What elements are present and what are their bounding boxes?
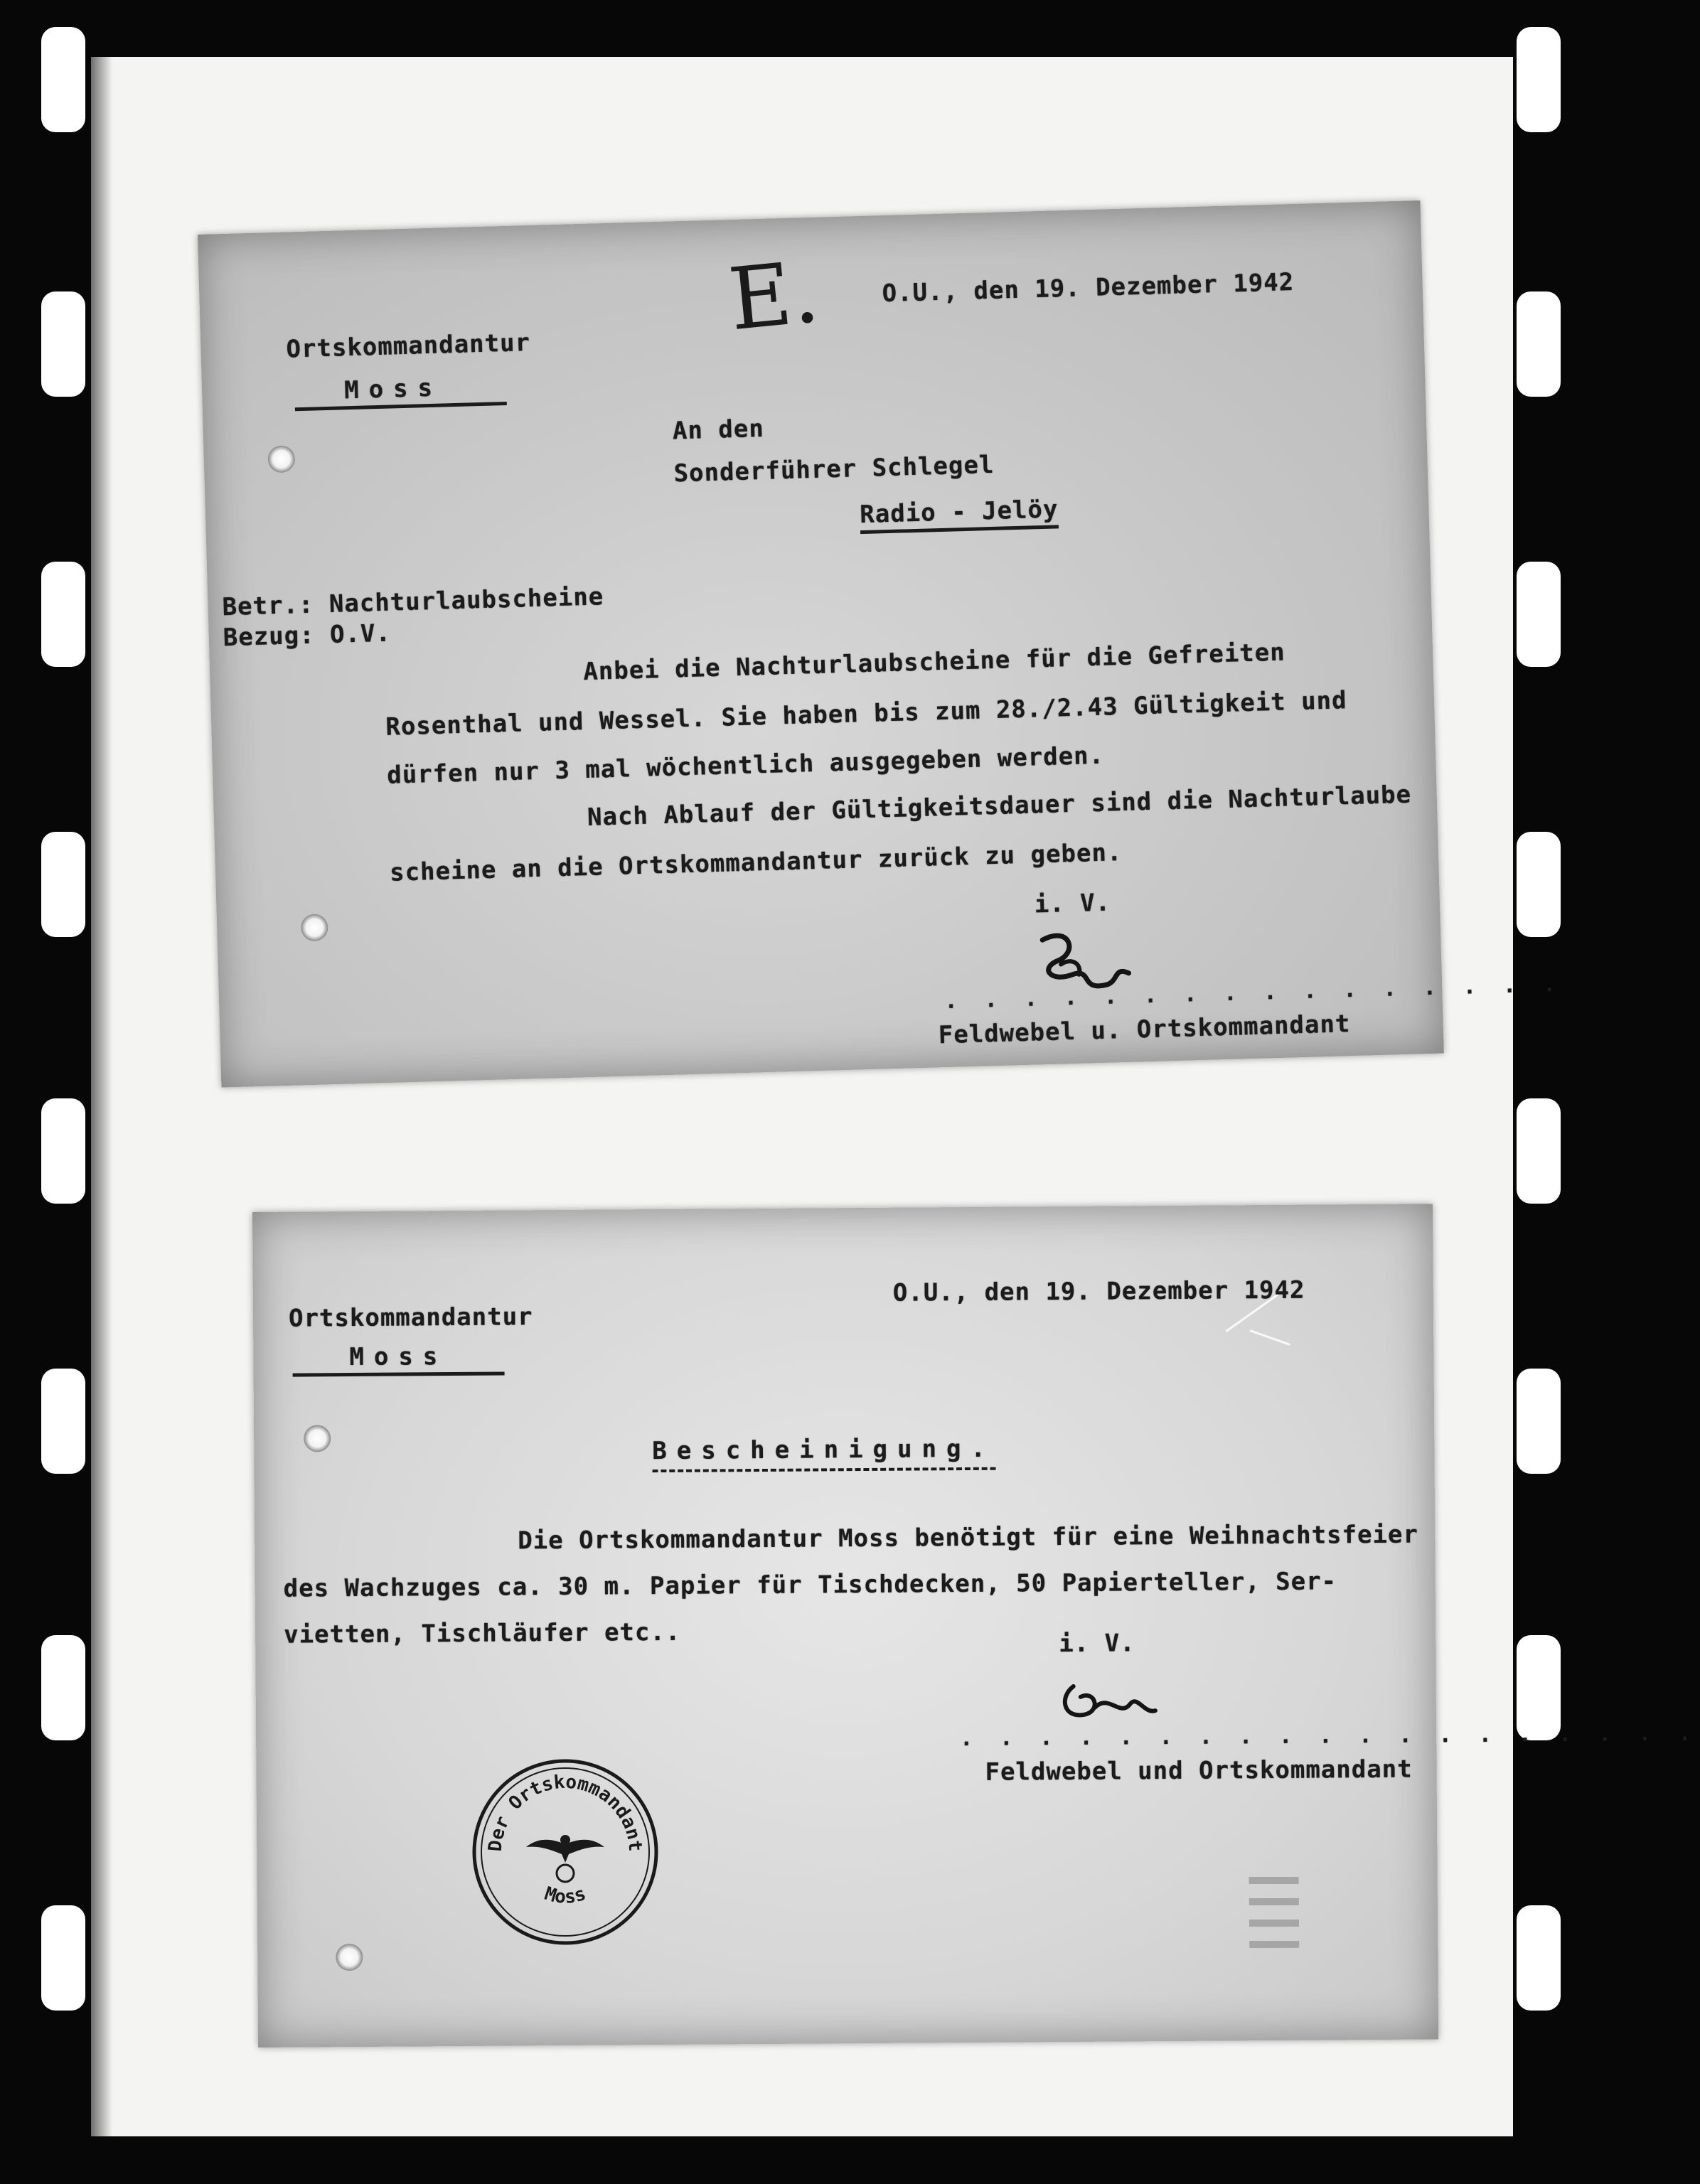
sprocket-hole xyxy=(1517,27,1561,132)
sprocket-hole xyxy=(41,1905,85,2011)
reference-line: Bezug: O.V. xyxy=(223,619,392,653)
place-date: O.U., den 19. Dezember 1942 xyxy=(892,1275,1305,1307)
letter-document xyxy=(198,200,1563,1088)
certificate-document xyxy=(252,1204,1699,2048)
body-line: des Wachzuges ca. 30 m. Papier für Tischdecken, 50 Papierteller, Ser- xyxy=(283,1567,1337,1603)
recipient-line-3: Radio - Jelöy xyxy=(860,495,1059,534)
sprocket-hole xyxy=(41,27,85,132)
official-stamp xyxy=(469,1756,661,1948)
office-location: Moss xyxy=(292,1342,504,1377)
stamp-text-top: Der Ortskommandant xyxy=(484,1771,646,1853)
punch-hole xyxy=(267,445,295,473)
signature-dots: . . . . . . . . . . . . . . . . . . . xyxy=(960,1720,1699,1752)
recipient-line-2: Sonderführer Schlegel xyxy=(673,450,995,488)
body-line: Nach Ablauf der Gültigkeitsdauer sind die Nachturlaube xyxy=(587,780,1412,833)
sprocket-hole xyxy=(41,832,85,937)
stamp-text-bottom: Moss xyxy=(542,1883,589,1908)
signature-dots: . . . . . . . . . . . . . . . . xyxy=(944,971,1563,1015)
office-name: Ortskommandantur xyxy=(286,328,531,364)
punch-hole xyxy=(304,1425,331,1452)
sprocket-hole xyxy=(1517,1905,1561,2011)
subject-line: Betr.: Nachturlaubscheine xyxy=(222,582,604,622)
sprocket-hole xyxy=(41,562,85,667)
faint-marginal-note xyxy=(1249,1870,1299,1948)
signature-prefix: i. V. xyxy=(1034,888,1111,919)
sprocket-hole xyxy=(1517,1369,1561,1474)
place-date: O.U., den 19. Dezember 1942 xyxy=(882,267,1295,309)
signer-title: Feldwebel u. Ortskommandant xyxy=(938,1010,1351,1050)
sprocket-hole xyxy=(1517,291,1561,397)
eagle-emblem-icon xyxy=(526,1835,604,1882)
frame-left-shadow xyxy=(91,57,112,2136)
film-scratch xyxy=(1250,1329,1291,1346)
signature-prefix: i. V. xyxy=(1059,1629,1135,1659)
sprocket-hole xyxy=(41,291,85,397)
body-line: Die Ortskommandantur Moss benötigt für eine Weihnachtsfeier xyxy=(518,1520,1419,1556)
office-name: Ortskommandantur xyxy=(288,1302,533,1333)
body-line: scheine an die Ortskommandantur zurück zu geben. xyxy=(389,838,1123,887)
punch-hole xyxy=(336,1944,363,1971)
sprocket-hole xyxy=(41,1635,85,1740)
sprocket-hole xyxy=(41,1369,85,1474)
signer-title: Feldwebel und Ortskommandant xyxy=(985,1755,1413,1787)
sprocket-hole xyxy=(41,1098,85,1204)
body-line: dürfen nur 3 mal wöchentlich ausgegeben werden. xyxy=(386,741,1105,790)
body-line: vietten, Tischläufer etc.. xyxy=(284,1617,681,1649)
recipient-line-1: An den xyxy=(672,414,765,446)
sprocket-hole xyxy=(1517,1098,1561,1204)
punch-hole xyxy=(301,914,328,941)
handwritten-mark: E. xyxy=(725,242,823,350)
document-title: Bescheinigung. xyxy=(652,1435,995,1472)
sprocket-hole xyxy=(1517,832,1561,937)
sprocket-hole xyxy=(1517,562,1561,667)
body-line: Anbei die Nachturlaubscheine für die Gefreiten xyxy=(582,638,1286,687)
office-location: Moss xyxy=(294,372,507,411)
body-line: Rosenthal und Wessel. Sie haben bis zum 28./2.43 Gültigkeit und xyxy=(385,686,1348,742)
